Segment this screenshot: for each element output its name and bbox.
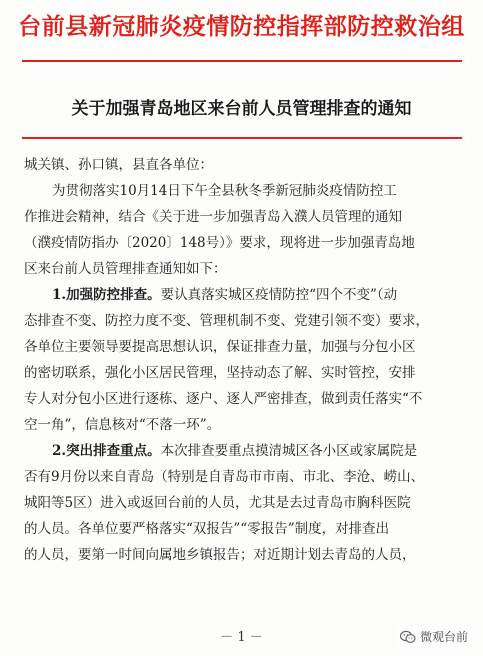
section1-line: 的密切联系，强化小区居民管理，坚持动态了解、实时管控，安排 <box>24 365 416 381</box>
section2-line: 的人员。各单位要严格落实“双报告”“零报告”制度，对排查出 <box>24 521 390 537</box>
intro-line: （濮疫情防指办〔2020〕148号）》要求，现将进一步加强青岛地 <box>24 235 415 251</box>
wechat-watermark <box>397 627 471 646</box>
section1-line: 态排查不变、防控力度不变、管理机制不变、党建引领不变）要求， <box>24 313 429 329</box>
page-number: － 1 － <box>220 630 263 645</box>
document-body <box>24 152 456 568</box>
intro-line: 区来台前人员管理排查通知如下： <box>24 261 227 277</box>
section2-line: 城阳等5区）进入或返回台前的人员，尤其是去过青岛市胸科医院 <box>24 495 411 511</box>
title-red-rule <box>22 137 462 139</box>
section1-line: 空一角”，信息核对“不落一环”。 <box>24 417 221 433</box>
section1-line: 专人对分包小区进行逐栋、逐户、逐人严密排查，做到责任落实“不 <box>24 391 423 407</box>
section1-heading: 1.加强防控排查。 <box>52 287 161 303</box>
section1-text: 要认真落实城区疫情防控“四个不变”（动 <box>160 287 398 303</box>
section2-text: 本次排查要重点摸清城区各小区或家属院是 <box>160 443 418 459</box>
section2-heading: 2.突出排查重点。 <box>52 443 161 459</box>
addressee-line: 城关镇、孙口镇，县直各单位： <box>24 157 213 173</box>
section1-first-line <box>24 282 456 308</box>
section2-first-line <box>24 438 456 464</box>
issuing-org-header: 台前县新冠肺炎疫情防控指挥部防控救治组 <box>18 13 465 40</box>
intro-line: 作推进会精神，结合《关于进一步加强青岛入濮人员管理的通知 <box>24 209 402 225</box>
watermark-text: 微观台前 <box>419 630 468 644</box>
header-red-rule <box>22 60 462 62</box>
wechat-icon <box>400 630 416 644</box>
section2-line: 否有9月份以来自青岛（特别是自青岛市市南、市北、李沧、崂山、 <box>24 469 425 485</box>
intro-line: 为贯彻落实10月14日下午全县秋冬季新冠肺炎疫情防控工 <box>52 183 397 199</box>
document-title: 关于加强青岛地区来台前人员管理排查的通知 <box>71 99 412 119</box>
section1-line: 各单位主要领导要提高思想认识，保证排查力量，加强与分包小区 <box>24 339 416 355</box>
section2-line: 的人员，要第一时间向属地乡镇报告；对近期计划去青岛的人员， <box>24 547 416 563</box>
